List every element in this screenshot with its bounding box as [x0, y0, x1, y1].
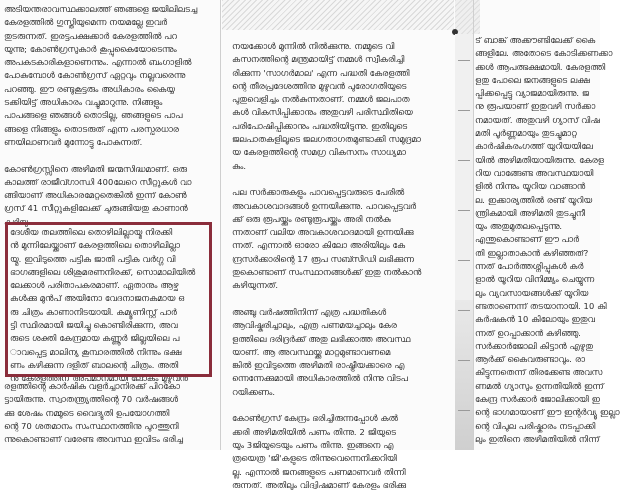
text-line: കസനത്തിന്റെ മന്ത്രമായിട്ട് നമ്മൾ സ്വീകരിച്ചി — [232, 54, 405, 65]
text-line — [4, 149, 209, 162]
text-line: ണ്ടതാണെന്ന് തടയാനായി. 10 കി — [475, 300, 607, 311]
text-line: കൾക്കു മുൻപ് അയിനോ വേദനാജനകമായ ഒ — [10, 293, 185, 304]
article-photo-edge — [455, 0, 480, 34]
text-line: ക്കൾ ആപത്ഭക്ഷമായി. കേരളത്തി — [475, 61, 606, 72]
text-line: ളിൽ നിന്നും യൂറിയ വാങ്ങാൻ — [475, 181, 586, 192]
column-divider — [473, 0, 474, 450]
text-line: ന്നത്. എന്നാൽ ഓരോ കിലോ അരിയിലും കേ — [232, 240, 406, 251]
text-line: ക്കരി അഴിമതിയിൽ പണം തിന്നു. 2 ജിയുടെ — [232, 426, 396, 437]
text-line: ൻ മുന്നിലേയ്ക്കാണ് കേരളത്തിലെ തൊഴിലില്ലാ — [10, 240, 180, 251]
text-line: ളാൽ യൂറിയ വിനിമ്മ്യം ചെയ്യുന്ന — [475, 274, 595, 285]
text-line: യിൽ അഴിമതിയായിരുന്നു. കേരള — [475, 154, 604, 165]
text-line: പാപങ്ങളെ ഞങ്ങൾ തൊടില്ല, ഞങ്ങളുടെ പാപ — [4, 110, 183, 121]
text-line: കോൺഗ്രസ്സിനെ അഴിമതി ജന്മസിദ്ധമാണ്. ഒരു — [4, 163, 187, 174]
gutter-tick — [458, 110, 470, 111]
text-line: കേന്ദ്ര സർക്കാർ ജോലിക്കായി ഇ — [475, 394, 600, 405]
text-line: പോകുമ്പോൾ കോൺഗ്രസ് ഏറ്റവും നല്ലവരെന്നു — [4, 70, 186, 81]
text-line: ദേശീയ തലത്തിലെ തൊഴിലില്ലായ്മ നിരക്കി — [10, 227, 173, 237]
text-line: ല്ല. എന്നാൽ ജനങ്ങളുടെ പണമാണവർ തിന്നി — [232, 466, 406, 477]
text-line: കൾ വികസിപ്പിക്കാനും അതുവഴി പരിസ്ഥിതിയെ — [232, 107, 413, 118]
text-line: കർഷകൻ 10 കിലോയും ഇതുവ — [475, 314, 595, 325]
text-line: ന്നെന്നേക്കുമായി അധികാരത്തിൽ നിന്നു വിടപ — [232, 373, 408, 384]
highlight-box — [5, 222, 212, 377]
text-line: ളതു പോലെ ജനങ്ങളുടെ ലക്ഷ — [475, 74, 590, 85]
text-line: ളത്തിലെ ദരിദ്രർക്ക് അതു ലഭിക്കാത്ത അവസ്ഥ — [232, 333, 411, 344]
text-line: ന്റെ 70 ശതമാനം സംസ്ഥാനത്തിനു പുറത്തുനി — [4, 420, 179, 431]
gutter-tick — [458, 260, 470, 261]
gutter-tick — [458, 410, 470, 411]
text-line: ട്ടായിരുന്നു. സ്വാതന്ത്ര്യത്തിന്റെ 70 വർഷങ്ങൾ — [4, 394, 178, 405]
text-line: ക്ക് ഒരു രൂപയ്ക്കും രണ്ടുരൂപയ്ക്കും അരി നൽകു — [232, 213, 391, 224]
text-line: കോൺഗ്രസ് കേന്ദ്രം ഭരിച്ചിരുന്നപ്പോൾ കൽ — [232, 413, 398, 424]
text-line: തുകൊണ്ടാണ് സംസ്ഥാനങ്ങൾക്ക് ഇതു നൽകാൻ — [232, 267, 422, 278]
text-line: എന്തുകൊണ്ടാണ് ഈ പാർ — [475, 234, 579, 245]
text-line: യും 3ജിയുടെയും പണം തിന്നു. ഇങ്ങനെ എ — [232, 439, 394, 450]
text-line: ന്നത് ഉറപ്പാക്കാൻ കഴിഞ്ഞു. — [475, 327, 581, 338]
gutter-tick — [458, 360, 470, 361]
text-line: ന്റെ തീരപ്രദേശത്തിനു മുഴുവൻ പുരോഗതിയുടെ — [232, 80, 407, 91]
text-line: ത്രയെത്ര 'ജി'കളുടെ തിന്നുവെന്നെനിക്കറിയി — [232, 453, 397, 464]
text-line: ന്റെ ഭാഗമായാണ് ഈ ഇന്റർവ്യൂ ഇല്ലാ — [475, 407, 620, 418]
gutter-tick — [458, 310, 470, 311]
text-line: യും അതുമുതലപ്പെടുന്നു. — [475, 221, 563, 232]
text-line: പ്പിക്കപ്പെട്ടു വ്യാജമായിരുന്നു. ജ — [475, 88, 590, 99]
text-line: ടക്കിയിട്ട് അധികാരം വച്ചുമാറുന്നു. നിങ്ങളും — [4, 97, 163, 108]
text-line: പറഞ്ഞു. ഈ രണ്ടുകൂട്ടരും അധികാരം കൈയ്യ — [4, 83, 175, 94]
text-line: ക്കു ശേഷം നമ്മുടെ വൈദ്യുതി ഉപയോഗത്തി — [4, 407, 170, 418]
gutter-tick — [458, 160, 470, 161]
text-line — [232, 399, 454, 412]
text-line: തി ഇല്ലാതാകാൻ കഴിഞ്ഞത്? — [475, 247, 589, 258]
text-line: രു ചിത്രം കാണാനിടയായി. കമ്യൂണിസ്റ്റ് പാർ — [10, 306, 177, 317]
text-line: പരിപോഷിപ്പിക്കാനും പദ്ധതിയിടുന്നു. ഇതിലൂടെ — [232, 120, 408, 131]
text-line: യുന്നു; കോൺഗ്രസുകാർ കൂപ്പുകൈയോടെന്നും — [4, 43, 177, 54]
text-line: ൻ കേരളത്തിന് അപമാനമായി ലോകം മുഴുവൻ — [10, 373, 188, 384]
text-line: പല സർക്കാരുകളും പാവപ്പെട്ടവരുടെ പേരിൽ — [232, 187, 405, 198]
page-fold-shadow — [455, 300, 473, 450]
text-line: ണം കഴിക്കുന്ന ദളിത് ബാലന്റെ ചിത്രം. അതി — [10, 359, 179, 370]
text-line: കാർഷികരംഗത്ത് യുറിയയിലേ — [475, 141, 593, 152]
text-line: ലേക്കാൾ പരിതാപകരമാണ്. ഏതാനും ആഴ്ച — [10, 280, 179, 291]
text-line: കിട്ടുന്നതെന്ന് തിരക്കേണ്ട അവസ — [475, 367, 603, 378]
text-line: ജലപാതകളിലൂടെ ജലഗതാഗതമുണ്ടാക്കി സമുദ്രമാ — [232, 134, 421, 145]
text-line: ഗ്രസ് 41 സീറ്റുകളിലേക്ക് ചുരുങ്ങിയതു കാണാൻ — [4, 203, 188, 214]
article-photo — [222, 0, 454, 30]
text-line: കഴിയും. — [4, 216, 35, 227]
text-line: നമായത്. അതുവഴി ഗ്യാസ് വിഷ — [475, 114, 600, 125]
text-line — [232, 293, 454, 306]
text-line: ന്നുകൊണ്ടാണ് വരേണ്ട അവസ്ഥ ഇവിടം ഭരിച്ച — [4, 434, 183, 445]
text-line: അപകടകാരികളാണെന്നും. എന്നാൽ ബംഗാളിൽ — [4, 57, 192, 68]
text-line: മതി പൂർണ്ണമായും തുടച്ചുമാറ്റ — [475, 128, 577, 139]
text-line: ന്റെ വിപുല പരിഷ്കാരം നടപ്പാക്കി — [475, 420, 596, 431]
text-line: കേരളത്തിൽ ഗുസ്തിയുമെന്ന നയമല്ലേ ഇവർ — [4, 17, 168, 28]
text-line: സർക്കാർജോലി കിട്ടാൻ എഴുതു — [475, 340, 593, 351]
text-line: അഞ്ചു വർഷത്തിനിന്ന് എത്ര പദ്ധതികൾ — [232, 306, 387, 317]
text-line: രുന്നത്. അതിലും വിദ്വിഷമാണ് കേരളം ഭരിക്കു — [232, 479, 407, 490]
text-line: ഭാഗങ്ങളിലെ ശിശുമരണനിരക്ക്, സൊമാലിയിൽ — [10, 266, 196, 277]
gutter-tick — [458, 210, 470, 211]
text-line: ട്ടി സ്ഥിരമായി ജയിച്ചു കൊണ്ടിരിക്കുന്ന, അവ — [10, 320, 178, 331]
article-column-left-top — [4, 3, 209, 229]
text-line: നയക്കോൾ മുന്നിൽ നിൽക്കുന്നു. നമ്മുടെ വി — [232, 41, 395, 51]
text-line: ങ്ങളിലേ. അതോടെ കോടിക്കണക്കാ — [475, 48, 613, 59]
text-line: രളത്തിന്റെ കാർഷിക വളർച്ചാനിരക്ക് പിറകോ — [4, 381, 180, 391]
text-line: യാണ്. ആ അവസ്ഥയ്ക്കു മാറ്റമുണ്ടാവണമെ — [232, 346, 391, 357]
article-column-right — [475, 34, 620, 446]
text-line: ലും വ്യവസായങ്ങൾക്ക് യൂറിയ — [475, 287, 589, 298]
text-line: റയിക്കണം. — [232, 386, 276, 397]
article-column-left-bottom — [4, 380, 209, 446]
text-line: ആവിഷ്കരിച്ചാലും, എത്ര പണമയച്ചാലും കേര — [232, 320, 397, 331]
text-line: നു രൂപയാണ് ഇതുവഴി സർക്കാ — [475, 101, 596, 112]
gutter-tick — [458, 60, 470, 61]
text-line: പുതുവെളിച്ചം നൽകുന്നതാണ്. നമ്മൾ ജലപാത — [232, 94, 410, 105]
text-line: ആർക്ക് കൈവരുണ്ടാവും. രാ — [475, 354, 586, 365]
text-line: രുടെ ശക്തി കേന്ദ്രമായ കണ്ണൂർ ജില്ലയിലെ പ — [10, 333, 180, 344]
text-line: ന്നതാണ് വലിയ അവകാശവാദമായി ഉന്നയിക്കു — [232, 227, 414, 238]
text-line: ാവപ്പെട്ട മാലിന്യ കൂമ്പാരത്തിൽ നിന്നും ഭക്ഷ — [10, 346, 182, 357]
text-line — [232, 173, 454, 186]
text-line: ന്ദ്രസർക്കാരിന്റെ 17 രൂപ സബ്സിഡി ലഭിക്കുന്ന — [232, 253, 414, 264]
text-line: അവകാശവാദങ്ങൾ ഉന്നയിക്കുന്നു. പാവപ്പെട്ടവർ — [232, 200, 417, 211]
text-line: ന്നത് പോർത്തശ്നിപ്പുകൾ കർ — [475, 261, 584, 272]
text-line: ല. ഇക്കാര്യത്തിൽ രണ്ട് യൂറിയ — [475, 194, 593, 205]
text-line: രിക്കുന്ന 'സാഗർമാല' എന്ന പദ്ധതി കേരളത്തി — [232, 67, 410, 78]
text-line: കാലത്ത് രാജീവ്ഗാന്ധി 400ലേറെ സീറ്റുകൾ വാ — [4, 176, 192, 187]
text-line: യ്മ. ഇവിടുത്തെ പട്ടിക ജാതി പട്ടിക വർഗ്ഗ വി — [10, 253, 176, 264]
text-line: ട് ബാങ്ക് അക്കൗണ്ടിലേക്ക് കൈ — [475, 35, 596, 45]
text-line: ന്ത്രികമായി അഴിമതി തുടച്ചുനീ — [475, 207, 586, 218]
text-line: ലും ഇതിനെ അഴിമതിയിൽ നിന്ന് — [475, 433, 600, 444]
text-line: യ കേരളത്തിന്റെ സമഗ്ര വികസനം സാധ്യമാ — [232, 147, 406, 158]
text-line: റിയ വാങ്ങേണ്ട അവസ്ഥയായി — [475, 167, 594, 178]
text-line: തുടരുന്നത്. ഇരട്ടപക്ഷക്കാർ കേരളത്തിൽ പറ — [4, 30, 178, 41]
text-line: ങ്ങിയാണ് അധികാരമേറ്റതെങ്കിൽ ഇന്ന് കോൺ — [4, 190, 187, 201]
text-line: ണയിലാണവർ മുന്നോട്ടു പോകുന്നത്. — [4, 136, 143, 147]
text-line: ണമൽ ഗ്യാസും ഉന്നതിയിൽ ഇന്ന് — [475, 380, 604, 391]
text-line: ങ്ങളെ നിങ്ങളും തൊടരുത് എന്ന പരസ്പരധാര — [4, 123, 179, 134]
article-column-middle — [232, 40, 454, 492]
column-divider — [220, 0, 221, 450]
text-line: കും. — [232, 160, 247, 171]
text-line: ങ്കിൽ ഇവിടുത്തെ അഴിമതി രാഷ്ട്രീയക്കാരെ എ — [232, 360, 405, 371]
text-line: അടിയന്തരാവസ്ഥക്കാലത്ത് ഞങ്ങളെ ജയിലിലടച്ച — [4, 4, 198, 14]
text-line: കഴിയുന്നത്. — [232, 280, 279, 291]
